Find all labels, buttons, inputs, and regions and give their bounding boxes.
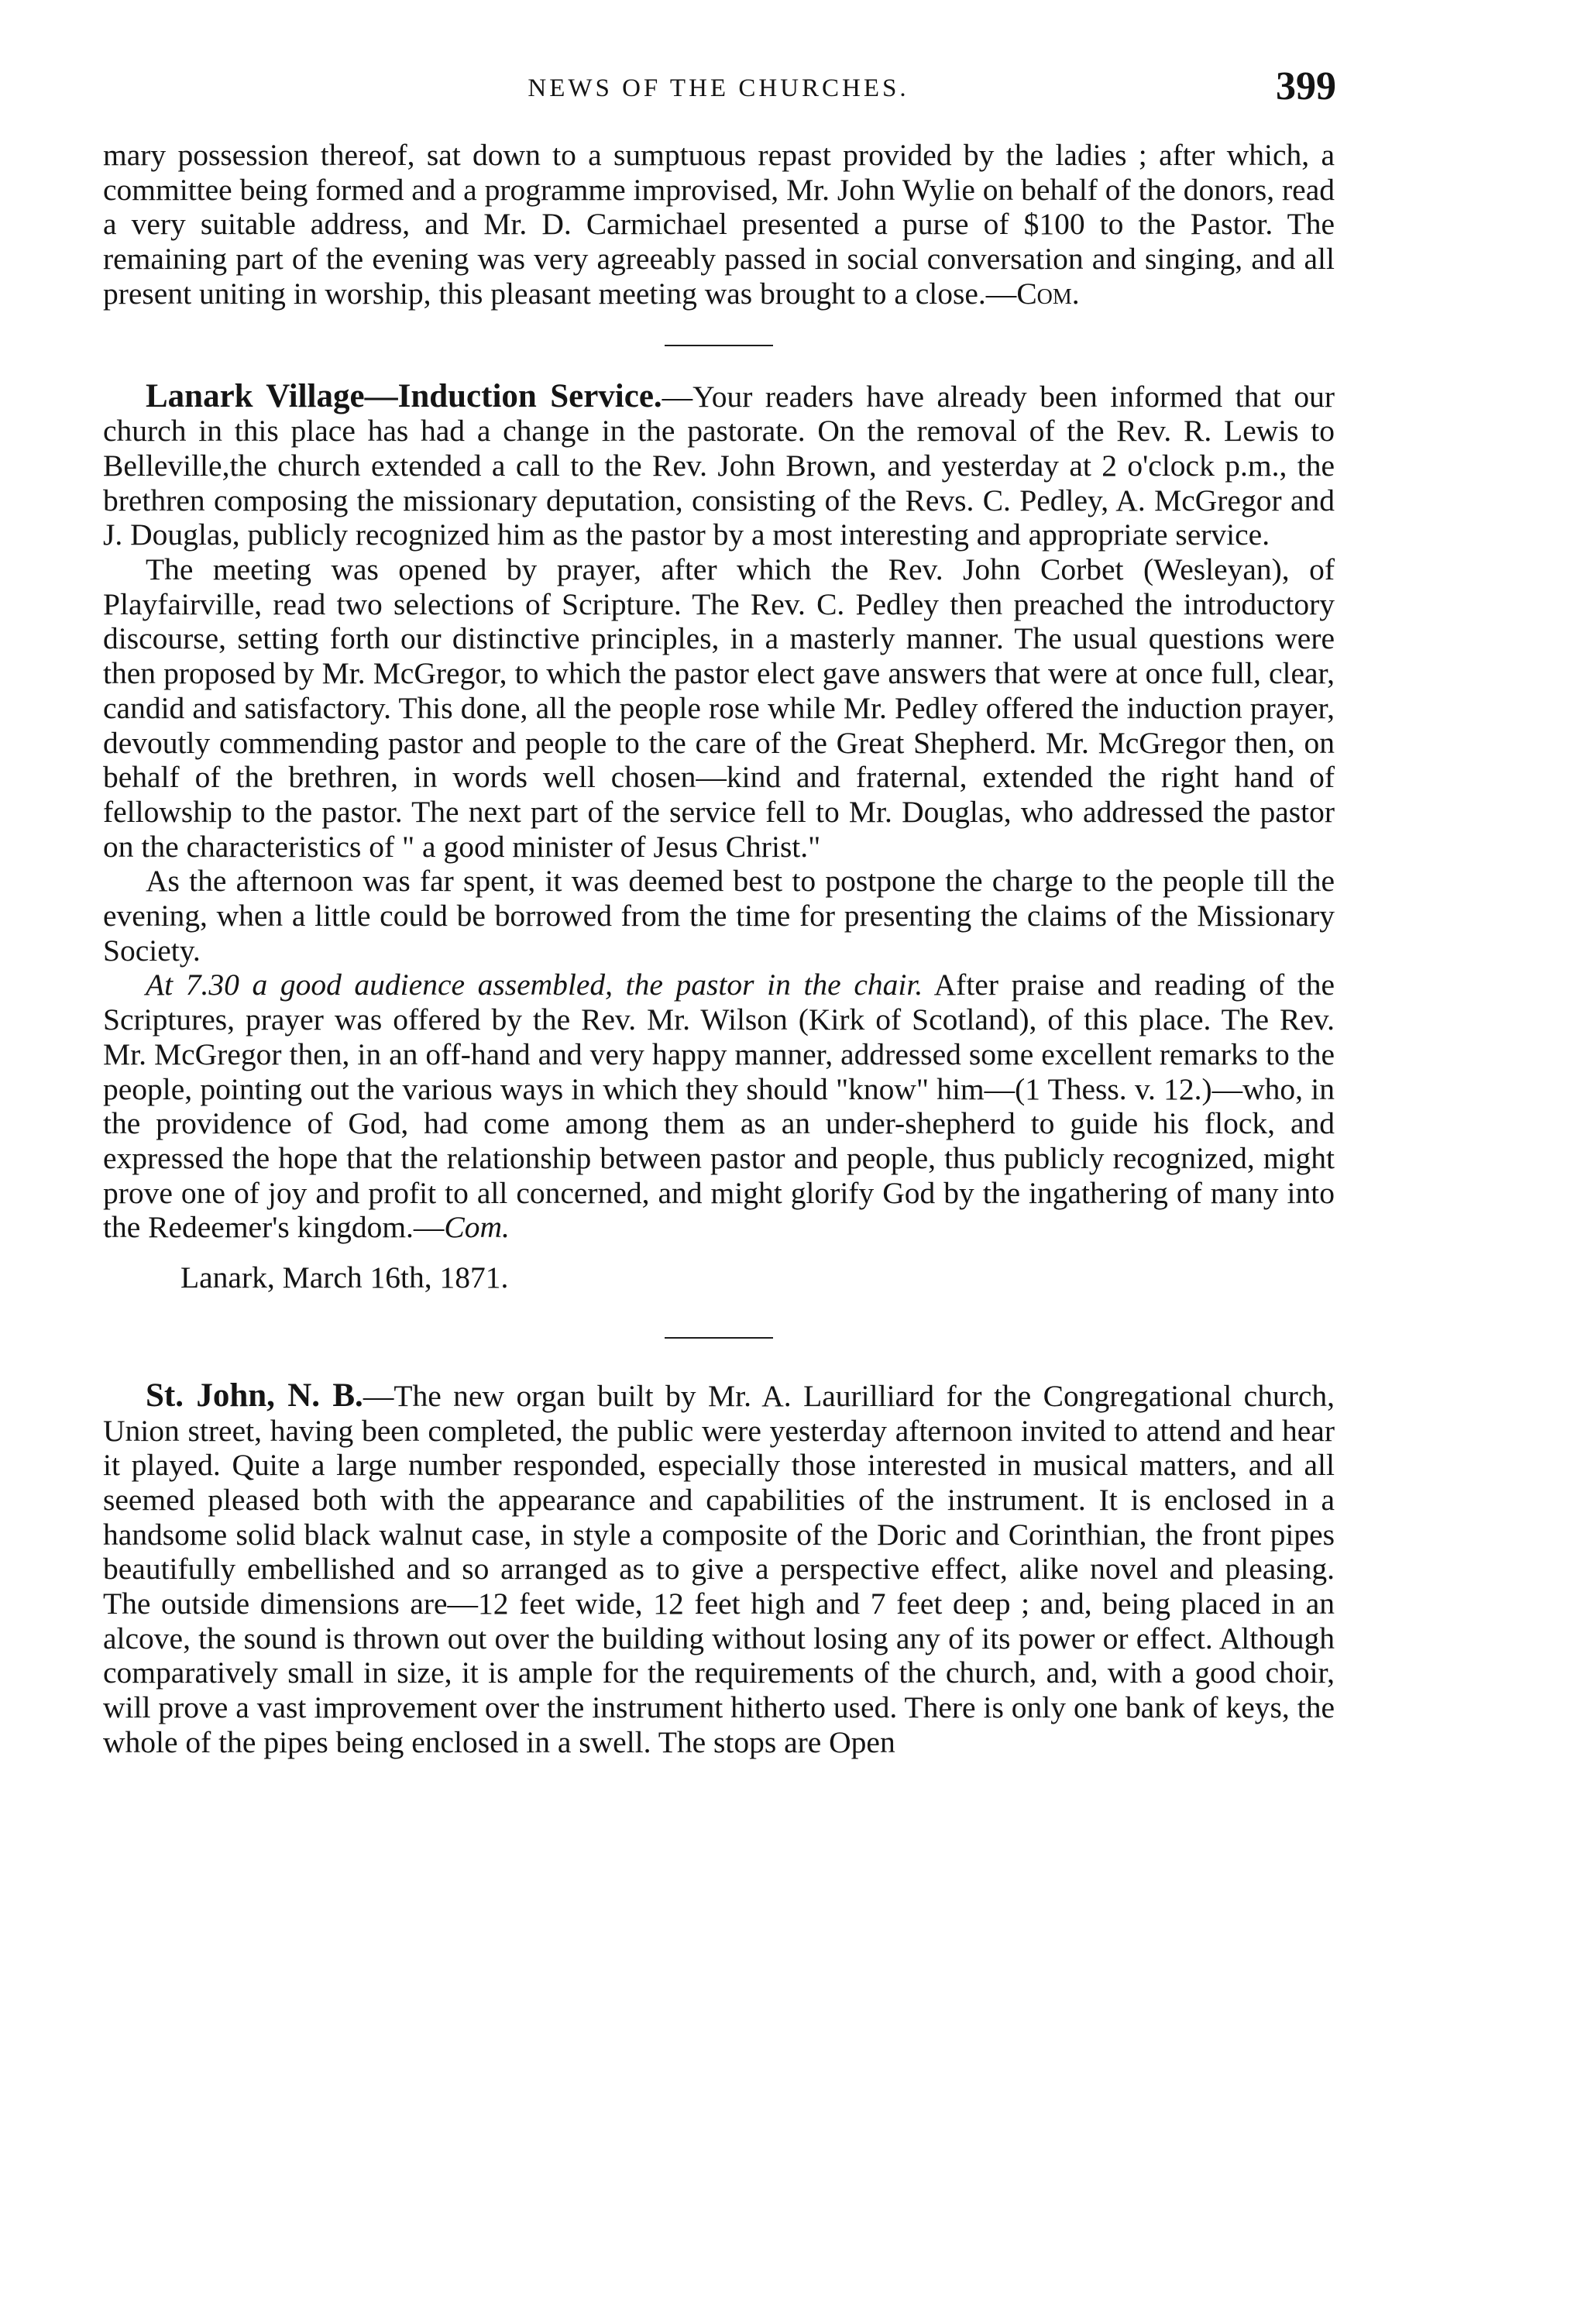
section-heading-stjohn: St. John, N. B. <box>146 1377 363 1414</box>
text-column <box>103 138 1335 1760</box>
lanark-paragraph-2: The meeting was opened by prayer, after which the Rev. John Corbet (Wesleyan), of Playfairville, read two selections of Scripture. The Rev. C. Pedley then preached the introductory discourse, setting forth our distinctive principles, in a masterly manner. The usual questions were then proposed by Mr. McGregor, to which the pastor elect gave answers that were at once full, clear, candid and satisfactory. This done, all the people rose while Mr. Pedley offered the induction prayer, devoutly commending pastor and people to the care of the Great Shepherd. Mr. McGregor then, on behalf of the brethren, in words well chosen—kind and fraternal, extended the right hand of fellowship to the pastor. The next part of the service fell to Mr. Douglas, who addressed the pastor on the characteristics of " a good minister of Jesus Christ." <box>103 552 1335 864</box>
page-header <box>101 60 1336 115</box>
lanark-paragraph-1-text: —Your readers have already been informed that our church in this place has had a change in the pastorate. On the removal of the Rev. R. Lewis to Belleville,the church extended a call to the Rev. John Brown, and yesterday at 2 o'clock p.m., the brethren composing the missionary deputation, consisting of the Revs. C. Pedley, A. McGregor and J. Douglas, publicly recognized him as the pastor by a most interesting and appropriate service. <box>103 379 1335 552</box>
section-divider <box>665 1337 773 1339</box>
signoff: Com. <box>1016 276 1080 311</box>
lanark-paragraph-4-italic: At 7.30 a good audience assembled, the pastor in the chair. <box>146 968 923 1002</box>
page-number: 399 <box>1276 64 1336 108</box>
continuation-text: mary possession thereof, sat down to a sumptuous repast provided by the ladies ; after which, a committee being formed and a programme improvised, Mr. John Wylie on behalf of the donors, read a very suitable address, and Mr. D. Carmichael presented a purse of $100 to the Pastor. The remaining part of the evening was very agreeably passed in social conversation and singing, and all present uniting in worship, this pleasant meeting was brought to a close.— <box>103 138 1335 311</box>
lanark-paragraph-1 <box>103 377 1335 553</box>
lanark-paragraph-3: As the afternoon was far spent, it was deemed best to postpone the charge to the people till the evening, when a little could be borrowed from the time for presenting the claims of the Missionary Society. <box>103 864 1335 968</box>
section-divider <box>665 345 773 346</box>
lanark-paragraph-4-text: After praise and reading of the Scriptures, prayer was offered by the Rev. Mr. Wilson (Kirk of Scotland), of this place. The Rev. Mr. McGregor then, in an off-hand and very happy manner, addressed some excellent remarks to the people, pointing out the various ways in which they should "know" him—(1 Thess. v. 12.)—who, in the providence of God, had come among them as an under-shepherd to guide his flock, and expressed the hope that the relationship between pastor and people, thus publicly recognized, might prove one of joy and profit to all concerned, and might glorify God by the ingathering of many into the Redeemer's kingdom.— <box>103 968 1335 1245</box>
running-head: NEWS OF THE CHURCHES. <box>528 74 909 102</box>
section-heading-lanark: Lanark Village—Induction Service. <box>146 377 662 414</box>
lanark-paragraph-4 <box>103 968 1335 1245</box>
stjohn-paragraph-1 <box>103 1379 1335 1760</box>
dateline: Lanark, March 16th, 1871. <box>180 1260 509 1295</box>
lanark-signoff: Com. <box>444 1210 510 1245</box>
stjohn-paragraph-1-text: —The new organ built by Mr. A. Laurilliard for the Congregational church, Union street, having been completed, the public were yesterday afternoon invited to attend and hear it played. Quite a large number responded, especially those interested in musical matters, and all seemed pleased both with the appearance and capabilities of the instrument. It is enclosed in a handsome solid black walnut case, in style a composite of the Doric and Corinthian, the front pipes beautifully embellished and so arranged as to give a perspective effect, alike novel and pleasing. The outside dimensions are—12 feet wide, 12 feet high and 7 feet deep ; and, being placed in an alcove, the sound is thrown out over the building without losing any of its power or effect. Although comparatively small in size, it is ample for the requirements of the church, and, with a good choir, will prove a vast improvement over the instrument hitherto used. There is only one bank of keys, the whole of the pipes being enclosed in a swell. The stops are Open <box>103 1378 1335 1759</box>
section-continuation-paragraph <box>103 138 1335 311</box>
